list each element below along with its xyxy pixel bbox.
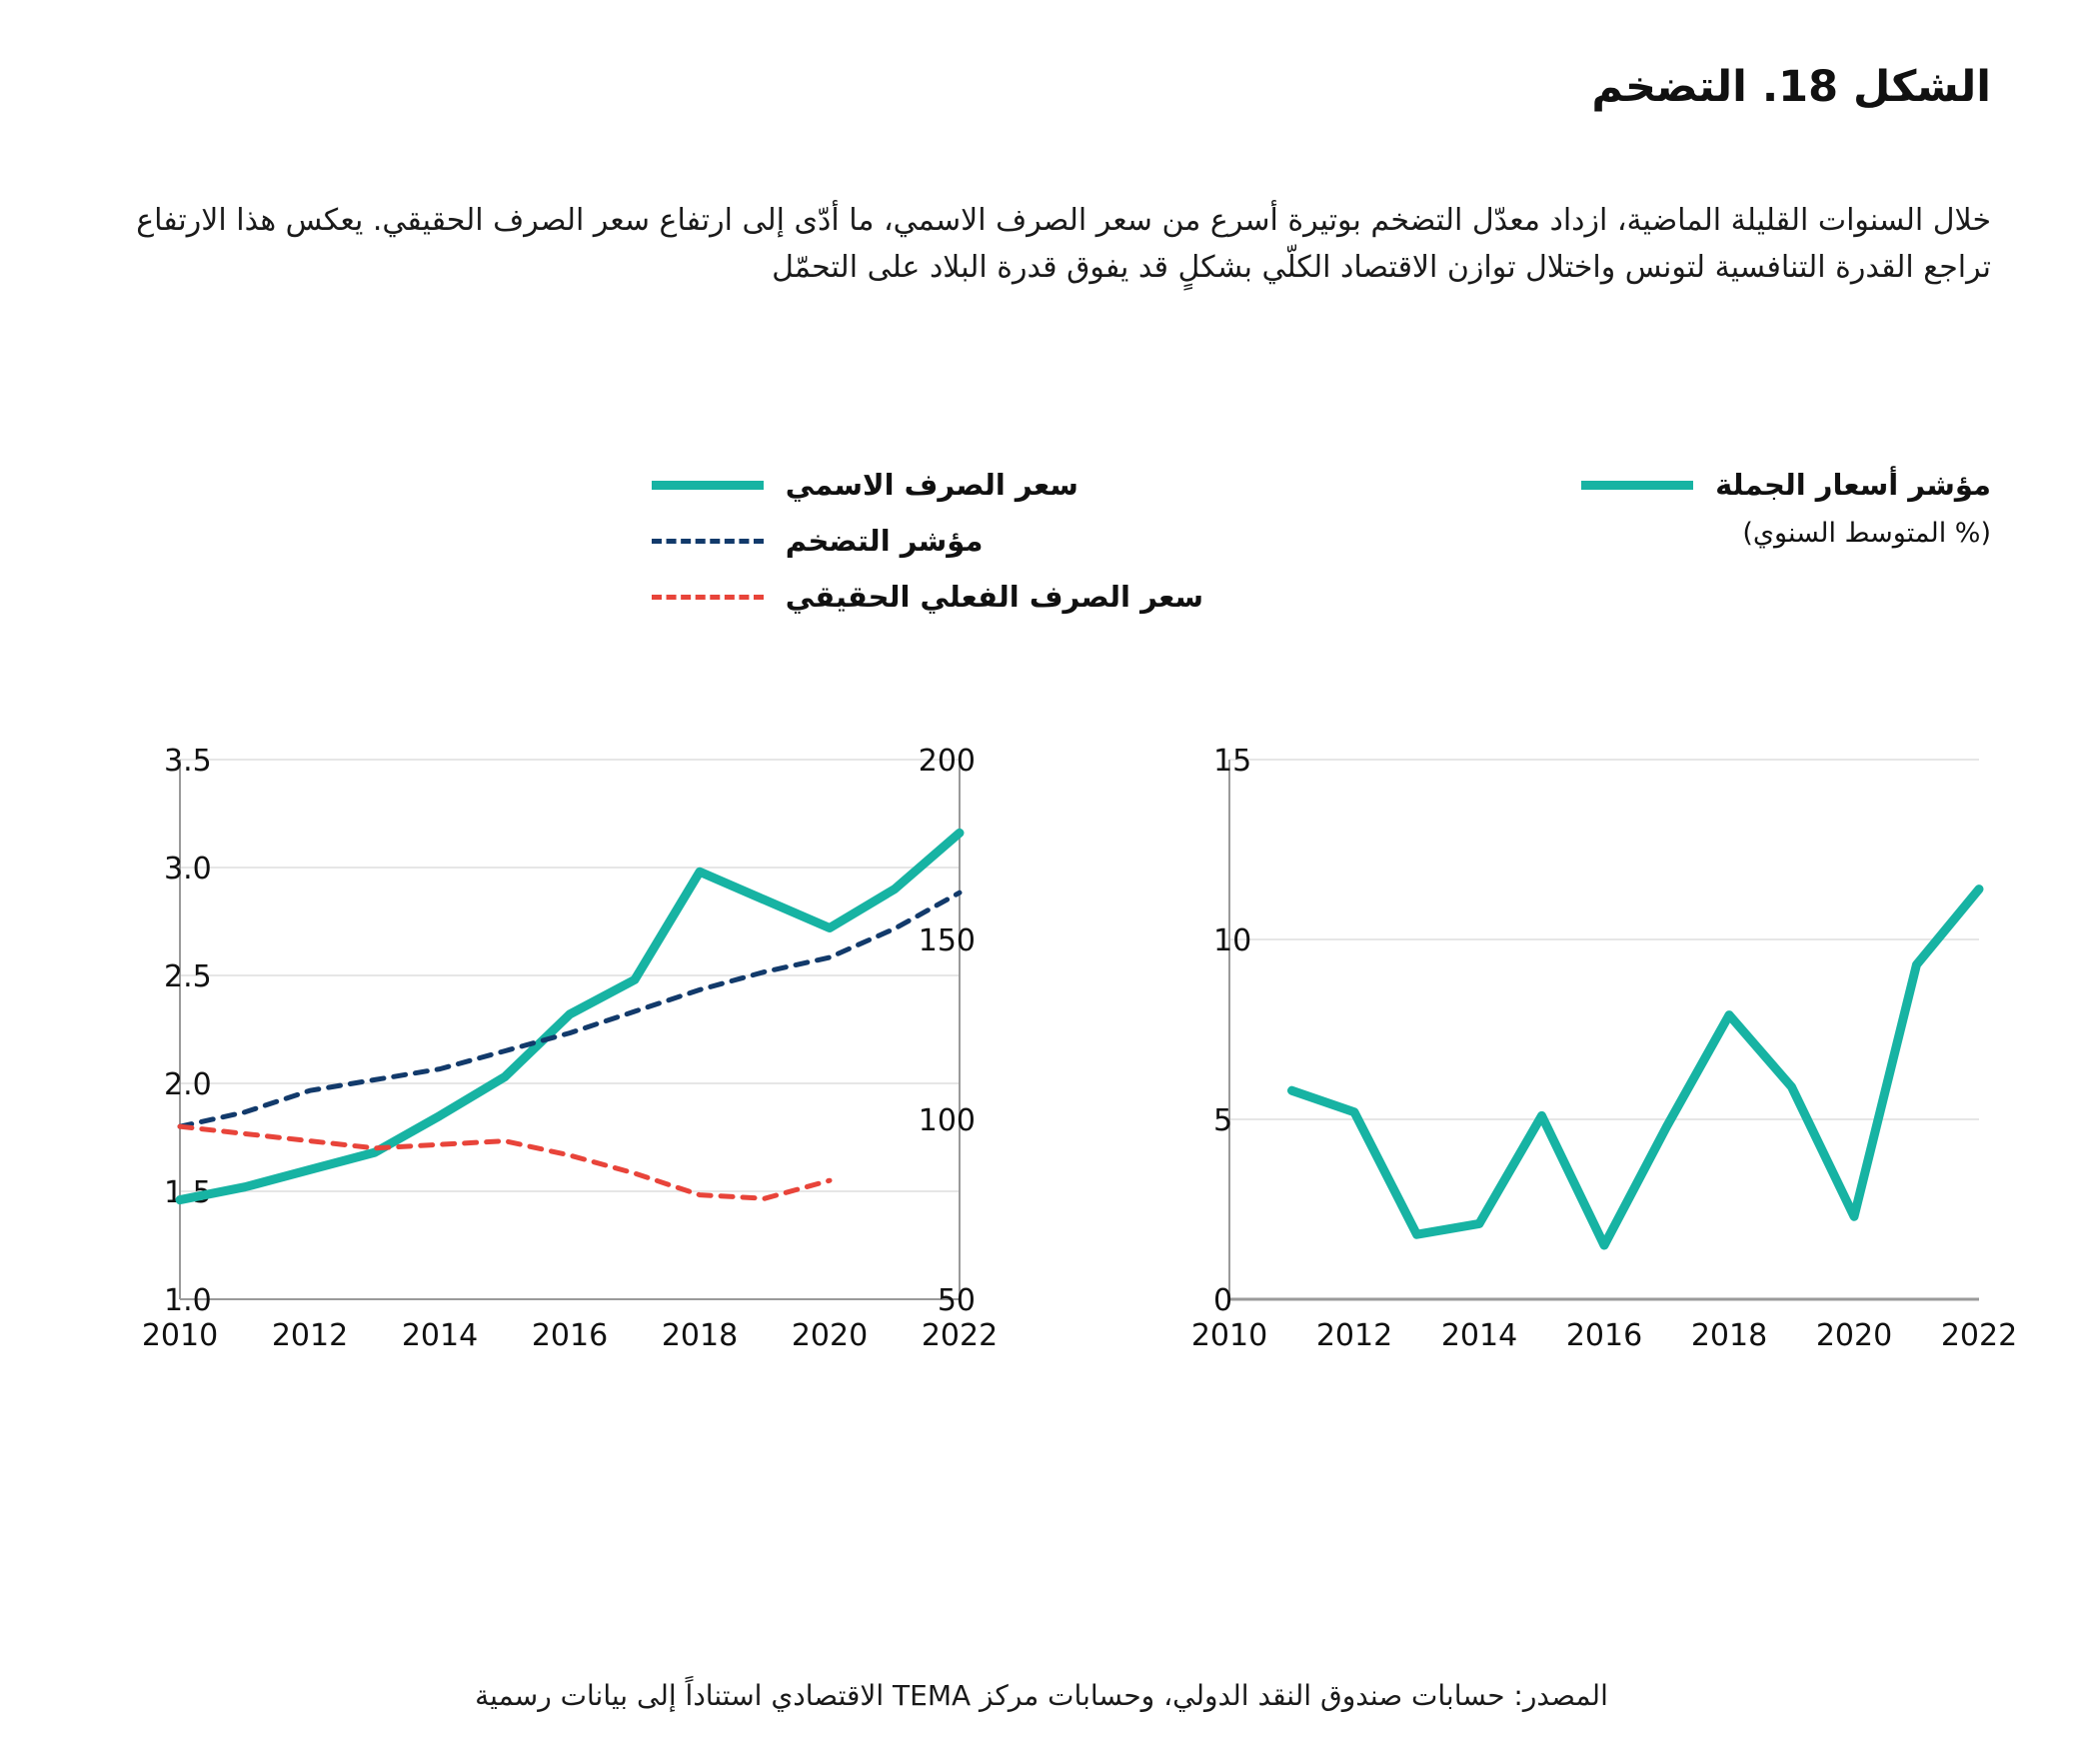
x-tick-label: 2010 <box>141 1318 219 1353</box>
series-line <box>1292 889 1980 1245</box>
y-tick-label-left: 1.0 <box>164 1283 212 1318</box>
legend-swatch-wholesale <box>1581 481 1693 490</box>
y-tick-label: 0 <box>1213 1283 1233 1318</box>
y-tick-label-right: 50 <box>937 1283 976 1318</box>
x-tick-label: 2018 <box>661 1318 739 1353</box>
legend-item-wholesale <box>1581 468 1991 502</box>
x-tick-label: 2012 <box>1315 1318 1393 1353</box>
y-tick-label-right: 150 <box>918 923 976 958</box>
y-tick-label: 5 <box>1213 1103 1233 1138</box>
legend-item-nominal-rate <box>652 468 1203 502</box>
y-tick-label-left: 3.0 <box>164 852 212 886</box>
x-tick-label: 2020 <box>791 1318 869 1353</box>
y-tick-label-right: 200 <box>918 744 976 779</box>
legend-label-real-effective-rate: سعر الصرف الفعلي الحقيقي <box>785 580 1203 614</box>
y-tick-label: 10 <box>1213 923 1252 958</box>
x-tick-label: 2016 <box>531 1318 609 1353</box>
legend-item-real-effective-rate <box>652 580 1203 614</box>
x-tick-label: 2014 <box>1440 1318 1518 1353</box>
chart-wholesale-price-index <box>1119 740 2019 1379</box>
x-tick-label: 2022 <box>921 1318 999 1353</box>
legend-label-nominal-rate: سعر الصرف الاسمي <box>785 468 1078 502</box>
figure-subtitle: خلال السنوات القليلة الماضية، ازداد معدّل التضخم بوتيرة أسرع من سعر الصرف الاسمي، ما أدّى إلى ارتفاع سعر الصرف الحقيقي. يعكس هذا الارتفاع تراجع القدرة التنافسية لتونس واختلال توازن الاقتصاد الكلّي بشكلٍ قد يفوق قدرة البلاد على التحمّل <box>136 203 1991 285</box>
x-tick-label: 2014 <box>401 1318 479 1353</box>
series-line <box>180 833 960 1199</box>
series-line <box>180 1126 830 1198</box>
legend-sublabel-wholesale: (% المتوسط السنوي) <box>1742 518 1991 549</box>
x-tick-label: 2012 <box>271 1318 349 1353</box>
legend-swatch-real-effective-rate <box>652 595 764 600</box>
y-tick-label-left: 2.0 <box>164 1067 212 1102</box>
legend-swatch-inflation-index <box>652 539 764 544</box>
legend-swatch-nominal-rate <box>652 481 764 490</box>
x-tick-label: 2020 <box>1815 1318 1893 1353</box>
legend-label-wholesale: مؤشر أسعار الجملة <box>1715 468 1991 502</box>
y-tick-label-right: 100 <box>918 1103 976 1138</box>
y-tick-label: 15 <box>1213 744 1252 779</box>
y-tick-label-left: 2.5 <box>164 959 212 994</box>
chart-exchange-rate <box>80 740 1079 1379</box>
legend-left-panel <box>652 468 1203 636</box>
legend-right-panel <box>1581 468 1991 549</box>
page-title: الشكل 18. التضخم <box>1591 62 1991 112</box>
legend-label-inflation-index: مؤشر التضخم <box>785 524 984 558</box>
y-tick-label-left: 3.5 <box>164 744 212 779</box>
x-tick-label: 2022 <box>1940 1318 2018 1353</box>
x-tick-label: 2016 <box>1565 1318 1643 1353</box>
source-note: المصدر: حسابات صندوق النقد الدولي، وحسابات مركز TEMA الاقتصادي استناداً إلى بيانات رسمية <box>475 1679 1608 1712</box>
y-tick-label-left: 1.5 <box>164 1175 212 1210</box>
legend-item-inflation-index <box>652 524 1203 558</box>
x-tick-label: 2010 <box>1190 1318 1268 1353</box>
x-tick-label: 2018 <box>1690 1318 1768 1353</box>
